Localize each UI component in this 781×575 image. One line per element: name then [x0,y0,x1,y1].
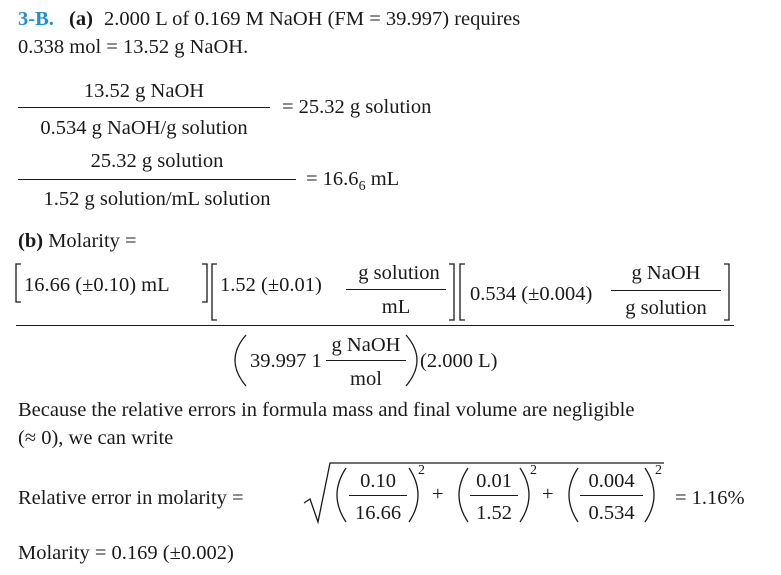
eq3-density-den: mL [381,296,411,318]
eq3-fraction-den: g solution [625,297,707,319]
eq1-denominator: 0.534 g NaOH/g solution [40,117,248,139]
rel-term1-den: 16.66 [354,502,402,524]
eq3-volume: 16.66 (±0.10) mL [24,274,170,296]
rel-error-result: = 1.16% [675,487,745,509]
rel-term2-exponent: 2 [530,463,537,478]
explanation-line1: Because the relative errors in formula mass and final volume are negligible [18,399,635,421]
rel-term3-num: 0.004 [588,470,635,492]
part-b-text: Molarity = [48,230,137,252]
rel-term3-exponent: 2 [655,463,662,478]
rel-plus-2: + [542,483,554,505]
rel-error-label: Relative error in molarity = [18,487,244,509]
part-a-line1: 2.000 L of 0.169 M NaOH (FM = 39.997) requires [104,8,521,30]
rel-term1-num: 0.10 [360,470,396,492]
rel-term1-bar [349,495,407,496]
rel-term2-den: 1.52 [476,502,512,524]
eq3-fraction-num: g NaOH [631,262,701,284]
rel-term1-exponent: 2 [418,463,425,478]
eq3-fm-value: 39.997 1 [250,350,322,372]
rel-term3-den: 0.534 [588,502,635,524]
eq3-final-volume: (2.000 L) [420,350,498,372]
eq1-numerator: 13.52 g NaOH [83,80,205,102]
eq2-result-value: = 16.6 [306,168,359,190]
eq3-fm-den: mol [350,368,382,390]
conclusion: Molarity = 0.169 (±0.002) [18,542,234,564]
rel-term3-bar [580,495,643,496]
part-a-label: (a) [69,8,93,30]
eq1-result: = 25.32 g solution [282,96,432,118]
explanation-line2: (≈ 0), we can write [18,427,174,449]
rel-term2-num: 0.01 [476,470,512,492]
eq3-density: 1.52 (±0.01) [220,274,322,296]
eq2-denominator: 1.52 g solution/mL solution [43,188,271,210]
part-a-line2: 0.338 mol = 13.52 g NaOH. [18,36,249,58]
eq3-fm-num: g NaOH [331,334,401,356]
part-b-label: (b) [18,230,44,252]
eq3-fraction: 0.534 (±0.004) [470,283,593,305]
problem-number: 3-B. [18,8,54,30]
eq3-density-num: g solution [358,262,440,284]
eq2-numerator: 25.32 g solution [90,150,224,172]
eq2-result-subscript: 6 [358,179,366,194]
eq2-result-unit: mL [370,168,400,190]
rel-term2-bar [470,495,518,496]
rel-plus-1: + [432,483,444,505]
